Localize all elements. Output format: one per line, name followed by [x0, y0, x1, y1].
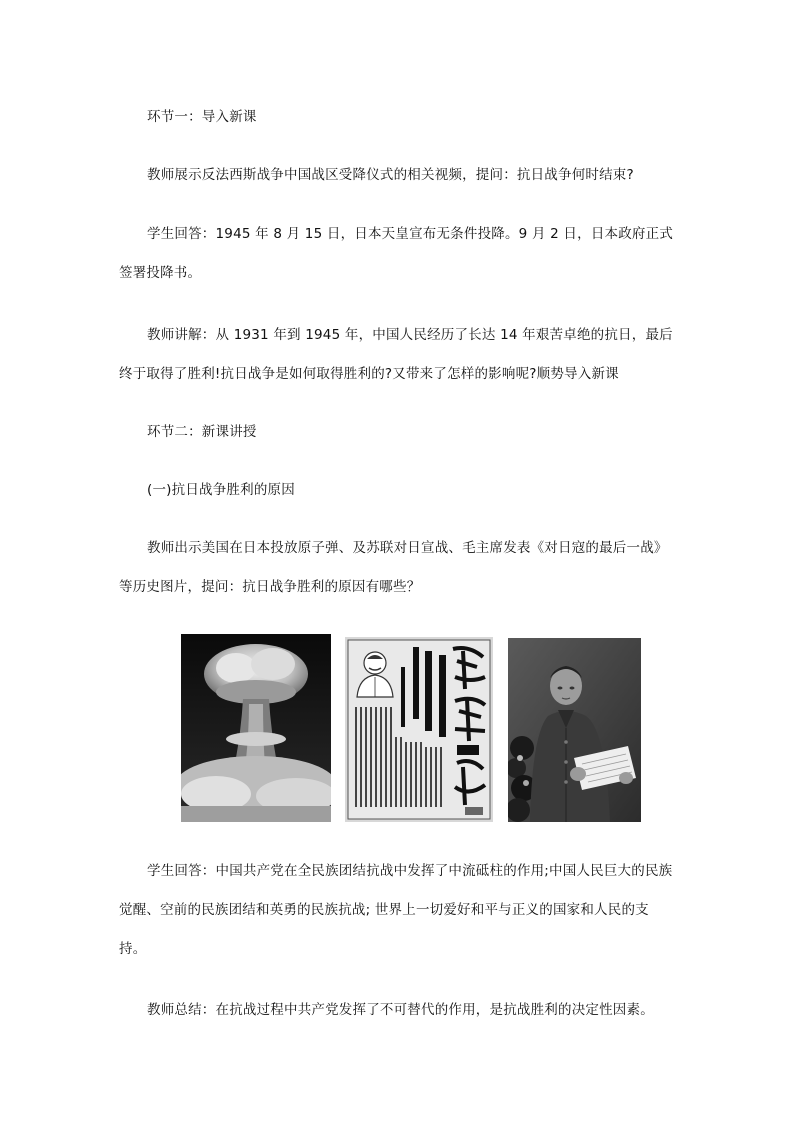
- paragraph-student-answer-2: 学生回答：中国共产党在全民族团结抗战中发挥了中流砥柱的作用;中国人民巨大的民族觉醒、空前的民族团结和英勇的民族抗战; 世界上一切爱好和平与正义的国家和人民的支持。: [119, 863, 673, 957]
- mao-reading-photo: [508, 638, 641, 822]
- section-heading-2: 环节二：新课讲授: [147, 424, 257, 440]
- newspaper-soviet-declaration-photo: [345, 637, 493, 822]
- paragraph-teacher-video: 教师展示反法西斯战争中国战区受降仪式的相关视频，提问：抗日战争何时结束?: [147, 167, 634, 183]
- paragraph-teacher-pictures: 教师出示美国在日本投放原子弹、及苏联对日宣战、毛主席发表《对日寇的最后一战》等历史图片，提问：抗日战争胜利的原因有哪些？: [119, 540, 668, 595]
- subsection-heading: (一)抗日战争胜利的原因: [147, 482, 295, 498]
- atomic-bomb-photo: [181, 634, 331, 822]
- paragraph-teacher-summary: 教师总结：在抗战过程中共产党发挥了不可替代的作用，是抗战胜利的决定性因素。: [147, 1002, 654, 1018]
- section-heading-1: 环节一：导入新课: [147, 109, 257, 125]
- paragraph-teacher-explain: 教师讲解：从 1931 年到 1945 年，中国人民经历了长达 14 年艰苦卓绝的抗日，最后终于取得了胜利!抗日战争是如何取得胜利的?又带来了怎样的影响呢?顺势导入新课: [119, 327, 673, 382]
- paragraph-student-answer-1: 学生回答：1945 年 8 月 15 日，日本天皇宣布无条件投降。9 月 2 日，日本政府正式签署投降书。: [119, 226, 674, 281]
